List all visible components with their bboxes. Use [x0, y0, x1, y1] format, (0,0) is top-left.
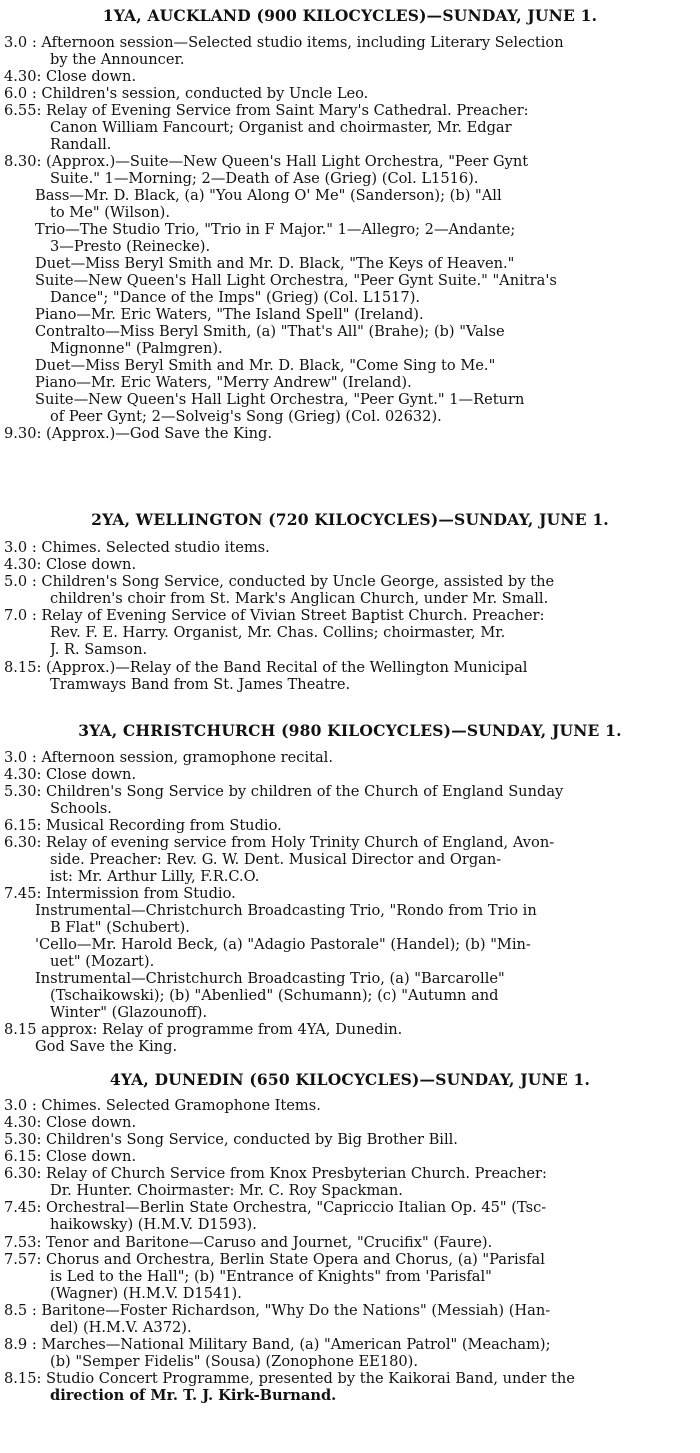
programme-line: B Flat" (Schubert). — [50, 920, 190, 936]
programme-line: side. Preacher: Rev. G. W. Dent. Musical Director and Organ- — [50, 852, 502, 868]
programme-line: Canon William Fancourt; Organist and choirmaster, Mr. Edgar — [50, 120, 512, 136]
programme-line: del) (H.M.V. A372). — [50, 1320, 192, 1336]
programme-line: Contralto—Miss Beryl Smith, (a) "That's All" (Brahe); (b) "Valse — [35, 324, 505, 340]
programme-line: 4.30: Close down. — [4, 69, 137, 85]
programme-line: 5.30: Children's Song Service, conducted by Big Brother Bill. — [4, 1132, 458, 1148]
programme-line: 4.30: Close down. — [4, 767, 137, 783]
programme-line: 6.15: Close down. — [4, 1149, 137, 1165]
programme-line: Dance"; "Dance of the Imps" (Grieg) (Col. L1517). — [50, 290, 421, 306]
station-heading-3ya: 3YA, CHRISTCHURCH (980 KILOCYCLES)—SUNDAY, JUNE 1. — [78, 721, 622, 740]
programme-line: 3.0 : Afternoon session—Selected studio items, including Literary Selection — [4, 35, 564, 51]
programme-line: Trio—The Studio Trio, "Trio in F Major." 1—Allegro; 2—Andante; — [35, 222, 516, 238]
programme-line: 7.45: Intermission from Studio. — [4, 886, 236, 902]
programme-line: 6.15: Musical Recording from Studio. — [4, 818, 282, 834]
station-heading-4ya: 4YA, DUNEDIN (650 KILOCYCLES)—SUNDAY, JUNE 1. — [109, 1070, 591, 1089]
programme-line: 3—Presto (Reinecke). — [50, 239, 211, 255]
programme-line: 3.0 : Chimes. Selected studio items. — [4, 540, 270, 556]
programme-line: (Tschaikowski); (b) "Abenlied" (Schumann); (c) "Autumn and — [50, 988, 499, 1004]
programme-line: Instrumental—Christchurch Broadcasting Trio, "Rondo from Trio in — [35, 903, 537, 919]
programme-line: is Led to the Hall"; (b) "Entrance of Knights" from 'Parisfal" — [50, 1269, 492, 1285]
programme-line: to Me" (Wilson). — [50, 205, 170, 221]
programme-line: God Save the King. — [35, 1039, 178, 1055]
programme-line: 4.30: Close down. — [4, 557, 137, 573]
station-heading-2ya: 2YA, WELLINGTON (720 KILOCYCLES)—SUNDAY, JUNE 1. — [91, 510, 609, 529]
programme-line: 6.30: Relay of Church Service from Knox Presbyterian Church. Preacher: — [4, 1166, 547, 1182]
programme-line: 7.53: Tenor and Baritone—Caruso and Journet, "Crucifix" (Faure). — [4, 1235, 493, 1251]
programme-line: 8.15 approx: Relay of programme from 4YA, Dunedin. — [4, 1022, 403, 1038]
programme-line: children's choir from St. Mark's Anglican Church, under Mr. Small. — [50, 591, 549, 607]
programme-line: (b) "Semper Fidelis" (Sousa) (Zonophone EE180). — [50, 1354, 418, 1370]
programme-line: 8.9 : Marches—National Military Band, (a) "American Patrol" (Meacham); — [4, 1337, 551, 1353]
programme-line: 8.15: Studio Concert Programme, presented by the Kaikorai Band, under the — [4, 1371, 575, 1387]
programme-line: haikowsky) (H.M.V. D1593). — [50, 1217, 257, 1233]
programme-line: (Wagner) (H.M.V. D1541). — [50, 1286, 242, 1302]
programme-line: Dr. Hunter. Choirmaster: Mr. C. Roy Spackman. — [50, 1183, 403, 1199]
programme-line: 'Cello—Mr. Harold Beck, (a) "Adagio Pastorale" (Handel); (b) "Min- — [35, 937, 531, 953]
programme-line: 7.45: Orchestral—Berlin State Orchestra, "Capriccio Italian Op. 45" (Tsc- — [4, 1200, 547, 1216]
programme-line: ist: Mr. Arthur Lilly, F.R.C.O. — [50, 869, 260, 885]
programme-line: 6.0 : Children's session, conducted by Uncle Leo. — [4, 86, 369, 102]
station-heading-1ya: 1YA, AUCKLAND (900 KILOCYCLES)—SUNDAY, JUNE 1. — [102, 6, 598, 25]
programme-line: by the Announcer. — [50, 52, 185, 68]
programme-line: Bass—Mr. D. Black, (a) "You Along O' Me" (Sanderson); (b) "All — [35, 188, 502, 204]
programme-line: 3.0 : Chimes. Selected Gramophone Items. — [4, 1098, 321, 1114]
programme-line: Rev. F. E. Harry. Organist, Mr. Chas. Collins; choirmaster, Mr. — [50, 625, 506, 641]
programme-line: Instrumental—Christchurch Broadcasting Trio, (a) "Barcarolle" — [35, 971, 505, 987]
programme-line: J. R. Samson. — [50, 642, 148, 658]
programme-line: uet" (Mozart). — [50, 954, 155, 970]
programme-line: 7.0 : Relay of Evening Service of Vivian Street Baptist Church. Preacher: — [4, 608, 545, 624]
programme-line: Schools. — [50, 801, 112, 817]
programme-line: 9.30: (Approx.)—God Save the King. — [4, 426, 273, 442]
programme-line: Duet—Miss Beryl Smith and Mr. D. Black, "The Keys of Heaven." — [35, 256, 515, 272]
programme-line: 7.57: Chorus and Orchestra, Berlin State Opera and Chorus, (a) "Parisfal — [4, 1252, 545, 1268]
programme-line: Suite." 1—Morning; 2—Death of Ase (Grieg) (Col. L1516). — [50, 171, 479, 187]
programme-line: Randall. — [50, 137, 112, 153]
programme-line: 6.30: Relay of evening service from Holy Trinity Church of England, Avon- — [4, 835, 555, 851]
programme-line: Winter" (Glazounoff). — [50, 1005, 208, 1021]
programme-line: 5.0 : Children's Song Service, conducted by Uncle George, assisted by the — [4, 574, 555, 590]
programme-line: 8.15: (Approx.)—Relay of the Band Recital of the Wellington Municipal — [4, 660, 528, 676]
programme-line: 4.30: Close down. — [4, 1115, 137, 1131]
programme-line: of Peer Gynt; 2—Solveig's Song (Grieg) (Col. 02632). — [50, 409, 442, 425]
programme-line: 5.30: Children's Song Service by children of the Church of England Sunday — [4, 784, 564, 800]
programme-line: Piano—Mr. Eric Waters, "The Island Spell" (Ireland). — [35, 307, 424, 323]
programme-line: 3.0 : Afternoon session, gramophone recital. — [4, 750, 333, 766]
programme-line: Suite—New Queen's Hall Light Orchestra, "Peer Gynt." 1—Return — [35, 392, 525, 408]
programme-line: Mignonne" (Palmgren). — [50, 341, 223, 357]
programme-line: 8.30: (Approx.)—Suite—New Queen's Hall Light Orchestra, "Peer Gynt — [4, 154, 529, 170]
programme-line: 6.55: Relay of Evening Service from Saint Mary's Cathedral. Preacher: — [4, 103, 529, 119]
programme-line: Tramways Band from St. James Theatre. — [50, 677, 351, 693]
programme-line: 8.5 : Baritone—Foster Richardson, "Why Do the Nations" (Messiah) (Han- — [4, 1303, 551, 1319]
programme-line: Duet—Miss Beryl Smith and Mr. D. Black, "Come Sing to Me." — [35, 358, 496, 374]
programme-line: Suite—New Queen's Hall Light Orchestra, "Peer Gynt Suite." "Anitra's — [35, 273, 557, 289]
programme-line: direction of Mr. T. J. Kirk-Burnand. — [50, 1388, 337, 1404]
programme-line: Piano—Mr. Eric Waters, "Merry Andrew" (Ireland). — [35, 375, 412, 391]
